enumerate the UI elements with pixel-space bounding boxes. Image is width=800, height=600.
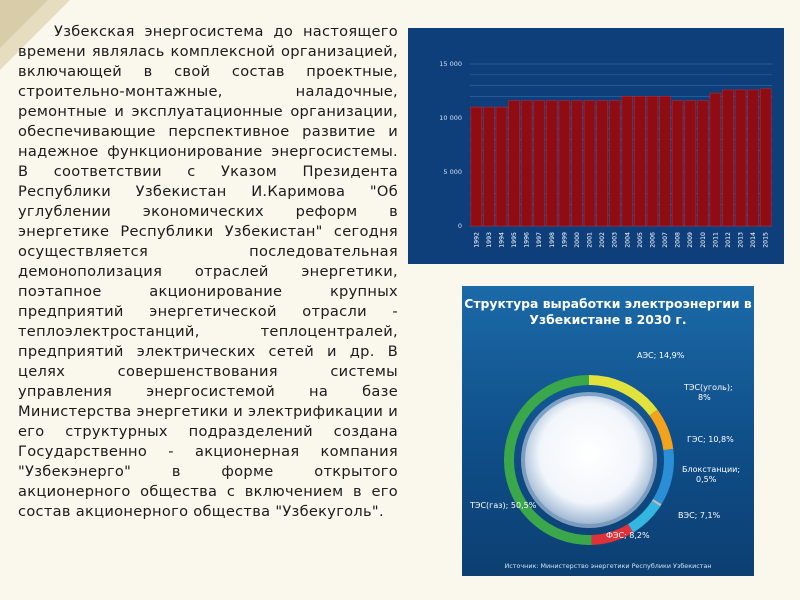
bar — [559, 101, 570, 226]
bar-x-tick-label: 1994 — [498, 232, 506, 248]
bar-chart — [408, 28, 784, 264]
donut-slice — [656, 502, 657, 504]
bar-x-tick-label: 2004 — [624, 232, 632, 248]
donut-center-disc — [525, 396, 653, 524]
bar-x-tick-label: 2002 — [599, 232, 607, 248]
bar — [735, 90, 746, 226]
donut-slice — [653, 413, 668, 450]
donut-slice-label: ГЭС; 10,8% — [687, 435, 734, 444]
bar-x-tick-label: 2009 — [687, 232, 695, 248]
bar — [609, 101, 620, 226]
bar-chart-panel — [408, 28, 784, 264]
bar — [496, 107, 507, 226]
bar — [483, 107, 494, 226]
bar — [584, 101, 595, 226]
bar-y-tick-label: 0 — [457, 222, 462, 230]
bar-x-tick-label: 2003 — [611, 232, 619, 248]
bar-y-tick-label: 5 000 — [443, 168, 462, 176]
donut-chart-panel — [462, 286, 754, 576]
bar-x-tick-label: 1993 — [485, 232, 493, 248]
donut-slice-label: ВЭС; 7,1% — [678, 511, 721, 520]
bar-x-tick-label: 1992 — [473, 232, 481, 248]
bar — [509, 101, 520, 226]
bar-x-tick-label: 1998 — [548, 232, 556, 248]
bar — [597, 101, 608, 226]
donut-chart-title: Структура выработки электроэнергии в Узбекистане в 2030 г. — [464, 296, 752, 327]
bar — [572, 101, 583, 226]
bar — [760, 89, 771, 226]
bar — [748, 90, 759, 226]
bar-x-tick-label: 2008 — [674, 232, 682, 248]
bar-x-tick-label: 1999 — [561, 232, 569, 248]
bar — [697, 101, 708, 226]
bar-x-tick-label: 2014 — [750, 232, 758, 248]
body-paragraph: Узбекская энергосистема до настоящего времени являлась комплексной организацией, включающей в свой состав проектные, строительно-монтажные, наладочные, ремонтные и эксплуатационные организации, обеспечивающие перспективное развитие и надежное функционирование энергосистемы. В соответствии с Указом Президента Республики Узбекистан И.Каримова "Об углублении экономических реформ в энергетике Республики Узбекистан" сегодня осуществляется последовательная демонополизация отраслей энергетики, поэтапное акционирование крупных предприятий энергетической отрасли - теплоэлектростанций, теплоцентралей, предприятий электрических сетей и др. В целях совершенствования системы управления энергосистемой на базе Министерства энергетики и электрификации и его структурных подразделений создана Государственно - акционерная компания "Узбекэнерго" в форме открытого акционерного общества с включением в его состав акционерного общества "Узбекуголь". — [18, 23, 398, 520]
donut-slice-label: Блокстанции; 0,5% — [682, 465, 741, 484]
donut-source-note: Источник: Министерство энергетики Республики Узбекистан — [504, 562, 712, 570]
bar-y-tick-label: 15 000 — [439, 60, 462, 68]
bar-x-tick-label: 1996 — [523, 232, 531, 248]
bar-x-tick-label: 1995 — [511, 232, 519, 248]
donut-slice — [657, 449, 669, 501]
donut-slice-label: АЭС; 14,9% — [637, 351, 685, 360]
bar-x-tick-label: 2000 — [573, 232, 581, 248]
bar — [471, 107, 482, 226]
bar-x-tick-label: 2012 — [724, 232, 732, 248]
bar — [622, 96, 633, 226]
bar — [647, 96, 658, 226]
bar — [634, 96, 645, 226]
bar-y-tick-label: 10 000 — [439, 114, 462, 122]
bar-x-tick-label: 2005 — [636, 232, 644, 248]
donut-slice-label: ТЭС(газ); 50,5% — [470, 501, 537, 510]
bar — [710, 93, 721, 226]
bar-x-tick-label: 2015 — [762, 232, 770, 248]
bar-x-tick-label: 2011 — [712, 232, 720, 248]
donut-chart — [462, 286, 754, 576]
bar — [660, 96, 671, 226]
bar-x-tick-label: 1997 — [536, 232, 544, 248]
donut-slice-label: ФЭС; 8,2% — [606, 531, 650, 540]
bar-x-tick-label: 2007 — [662, 232, 670, 248]
bar — [672, 101, 683, 226]
bar — [723, 90, 734, 226]
bar — [546, 101, 557, 226]
bar-x-tick-label: 2013 — [737, 232, 745, 248]
bar — [685, 101, 696, 226]
bar — [521, 101, 532, 226]
bar-x-tick-label: 2010 — [699, 232, 707, 248]
bar — [534, 101, 545, 226]
donut-slice-label: ТЭС(уголь); 8% — [684, 383, 733, 402]
bar-x-tick-label: 2001 — [586, 232, 594, 248]
bar-x-tick-label: 2006 — [649, 231, 657, 248]
